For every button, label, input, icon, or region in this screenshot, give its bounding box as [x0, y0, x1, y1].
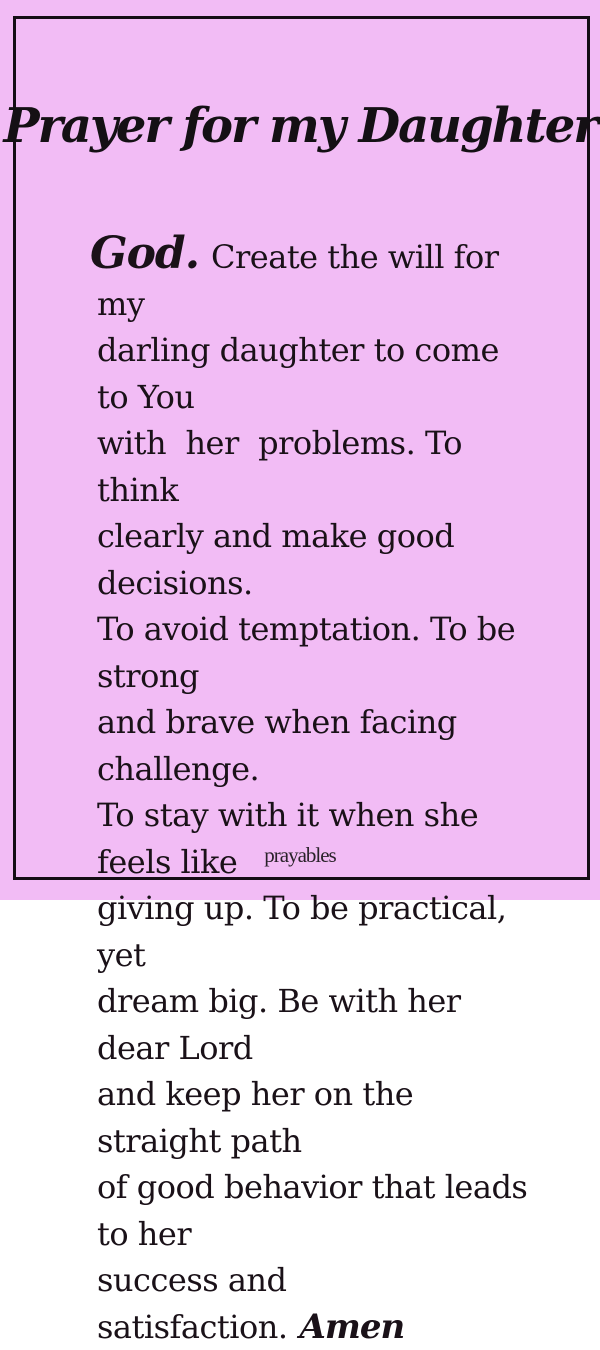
prayer-line: with her problems. To think	[97, 424, 472, 509]
prayer-line: dream big. Be with her dear Lord	[97, 982, 471, 1067]
prayer-line: giving up. To be practical, yet	[97, 889, 517, 974]
prayer-line	[90, 228, 537, 327]
prayer-text-block	[90, 228, 538, 1350]
prayer-line: of good behavior that leads to her	[97, 1168, 538, 1253]
prayer-line-text: success and satisfaction.	[97, 1261, 297, 1346]
prayer-closing-word: Amen	[299, 1306, 405, 1347]
prayer-line: clearly and make good decisions.	[97, 517, 464, 602]
brand-logo-text: prayables	[264, 843, 336, 867]
prayer-line: To stay with it when she feels like	[97, 796, 488, 881]
prayer-line: To avoid temptation. To be strong	[97, 610, 525, 695]
prayer-line: and keep her on the straight path	[97, 1075, 423, 1160]
poster-title: Prayer for my Daughter	[3, 98, 597, 154]
prayer-opening-word: God.	[90, 228, 200, 279]
prayer-line-text: Create the will for my	[97, 238, 509, 323]
prayer-line: darling daughter to come to You	[97, 331, 509, 416]
prayer-line: and brave when facing challenge.	[97, 703, 467, 788]
prayer-line	[97, 1257, 537, 1350]
